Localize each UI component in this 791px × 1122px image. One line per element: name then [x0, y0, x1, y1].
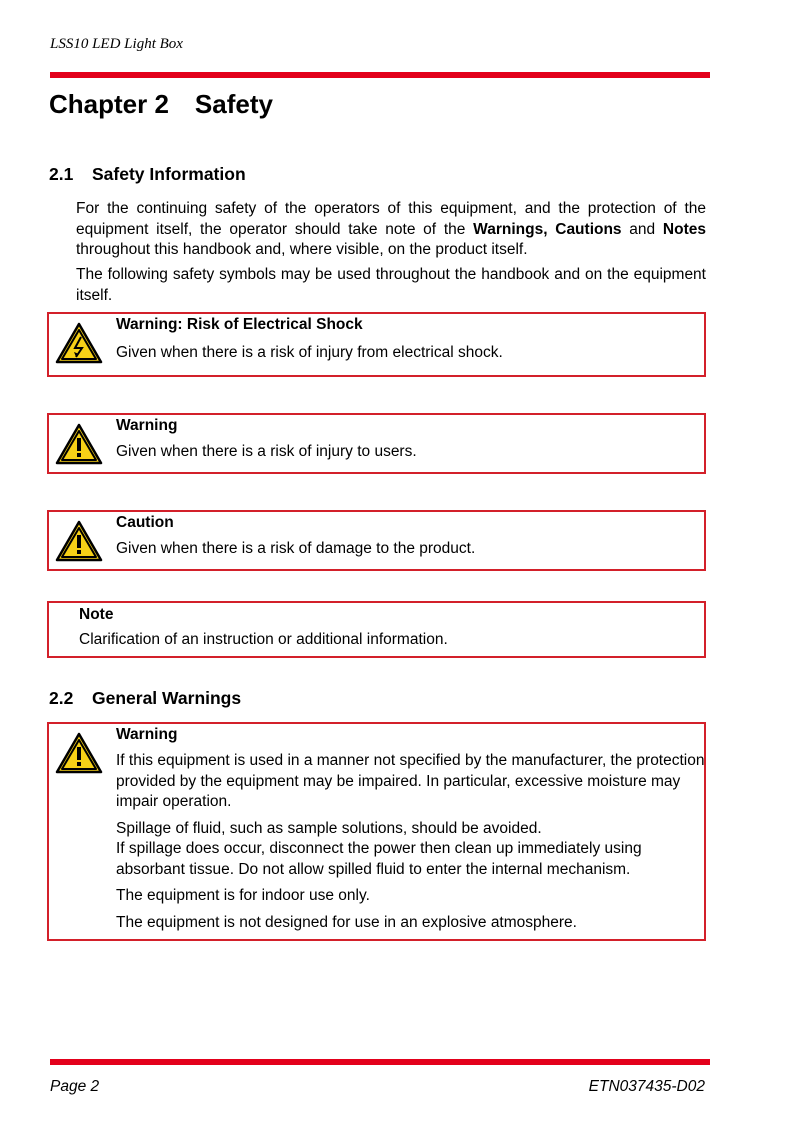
caution-box	[47, 510, 706, 571]
header-rule	[50, 72, 710, 78]
warning-paragraph: If this equipment is used in a manner not specified by the manufacturer, the protection provided by the equipment may be impaired. In particular, excessive moisture may impair operation.	[116, 752, 705, 810]
document-number: ETN037435-D02	[588, 1078, 705, 1095]
intro-paragraph: For the continuing safety of the operators of this equipment, and the protection of the equipment itself, the operator should take note of the Warnings, Cautions and Notes throughout this handbook and, where visible, on the product itself.	[76, 200, 706, 258]
chapter-title: Safety	[194, 89, 273, 119]
section-title: General Warnings	[92, 688, 242, 708]
warning-triangle-icon	[55, 423, 103, 465]
box-text: Given when there is a risk of damage to the product.	[116, 540, 476, 557]
section-title: Safety Information	[92, 164, 246, 184]
box-title: Note	[79, 606, 114, 623]
box-text: Given when there is a risk of injury from electrical shock.	[116, 344, 503, 361]
document-header-title: LSS10 LED Light Box	[50, 36, 183, 52]
warning-paragraph: The equipment is for indoor use only.	[116, 887, 370, 904]
page-number: Page 2	[50, 1078, 100, 1095]
box-title: Warning	[116, 417, 178, 434]
box-text: Clarification of an instruction or additional information.	[79, 631, 448, 648]
box-title: Warning	[116, 726, 178, 743]
chapter-heading	[49, 89, 273, 120]
section-heading-2-2	[49, 688, 241, 709]
box-text: Given when there is a risk of injury to users.	[116, 443, 417, 460]
box-body	[116, 751, 706, 939]
warning-paragraph: The equipment is not designed for use in an explosive atmosphere.	[116, 913, 577, 931]
note-box	[47, 601, 706, 658]
warning-paragraph: If spillage does occur, disconnect the power then clean up immediately using absorbant tissue. Do not allow spilled fluid to enter the internal mechanism.	[116, 840, 642, 878]
section-number: 2.2	[49, 688, 74, 708]
electric-shock-warning-icon	[55, 322, 103, 364]
chapter-number: Chapter 2	[49, 89, 169, 119]
box-title: Caution	[116, 514, 174, 531]
box-title: Warning: Risk of Electrical Shock	[116, 316, 363, 333]
warning-triangle-icon	[55, 520, 103, 562]
section-number: 2.1	[49, 164, 74, 184]
general-warning-box	[47, 722, 706, 941]
electric-shock-warning-box	[47, 312, 706, 377]
warning-box	[47, 413, 706, 474]
warning-paragraph: Spillage of fluid, such as sample solutions, should be avoided.	[116, 819, 542, 837]
warning-triangle-icon	[55, 732, 103, 774]
footer-rule	[50, 1059, 710, 1065]
section-heading-2-1	[49, 164, 246, 185]
symbols-paragraph: The following safety symbols may be used throughout the handbook and on the equipment itself.	[76, 266, 706, 304]
